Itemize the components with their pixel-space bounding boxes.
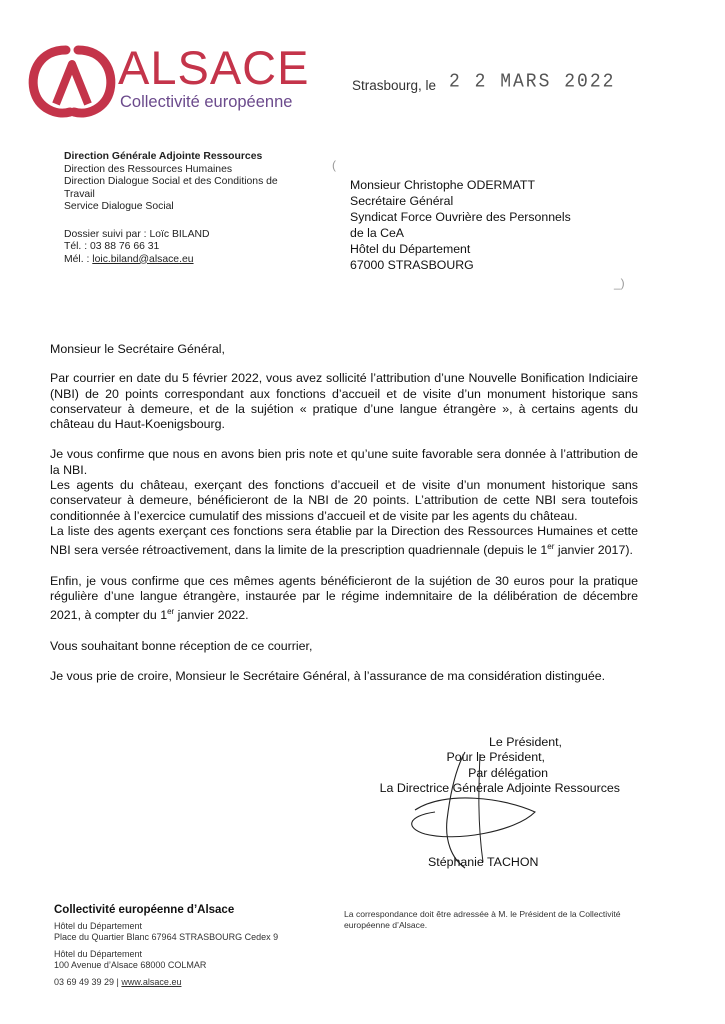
sender-email-row	[64, 254, 304, 267]
sender-email-label: Mél. :	[64, 253, 90, 265]
salutation: Monsieur le Secrétaire Général,	[50, 342, 225, 356]
footer-address-label: Hôtel du Département	[54, 921, 143, 931]
footer-title: Collectivité européenne d’Alsace	[54, 904, 235, 916]
sender-line: Direction Dialogue Social et des Conditions de Travail	[64, 176, 278, 200]
date-stamp: 2 2 MARS 2022	[449, 71, 616, 93]
recipient-block	[350, 177, 650, 273]
paragraph: Je vous confirme que nous en avons bien pris note et qu’une suite favorable sera donnée à l’attribution de la NBI.	[50, 447, 638, 477]
sender-phone: Tél. : 03 88 76 66 31	[64, 241, 160, 252]
closing: Je vous prie de croire, Monsieur le Secrétaire Général, à l’assurance de ma considération distinguée.	[50, 669, 606, 683]
sender-direction: Direction Générale Adjointe Ressources	[64, 151, 263, 162]
date-prefix: Strasbourg, le	[352, 78, 437, 93]
sender-line: Service Dialogue Social	[64, 201, 174, 212]
signature-line: Par délégation	[468, 765, 548, 780]
recipient-line: Syndicat Force Ouvrière des Personnels	[350, 210, 571, 224]
logo-wordmark: ALSACE	[118, 41, 310, 94]
footer-contact	[54, 977, 334, 988]
recipient-line: Hôtel du Département	[350, 242, 471, 256]
handwritten-signature	[395, 750, 545, 870]
signatory-name: Stéphanie TACHON	[428, 855, 539, 869]
recipient-line: Secrétaire Général	[350, 194, 454, 208]
paragraph: La liste des agents exerçant ces fonctions sera établie par la Direction des Ressources Humaines et cette NBI sera versée rétroactivement, dans la limite de la prescription quadriennale (depuis le 1er janvier 2017).	[50, 523, 638, 558]
footer-address-label: Hôtel du Département	[54, 949, 143, 959]
signature-line: Pour le Président,	[446, 750, 545, 765]
recipient-line: 67000 STRASBOURG	[350, 258, 474, 272]
recipient-line: de la CeA	[350, 226, 405, 240]
logo-tagline: Collectivité européenne	[120, 93, 293, 111]
paragraph: Enfin, je vous confirme que ces mêmes agents bénéficieront de la sujétion de 30 euros pour la pratique régulière d’une langue étrangère, instaurée par le régime indemnitaire de la délibération de décembre 2021, à compter du 1er janvier 2022.	[50, 573, 638, 623]
paragraph: Les agents du château, exerçant des fonctions d’accueil et de visite d’un monument historique sans conservateur à demeure, bénéficieront de la NBI de 20 points. L’attribution de cette NBI sera toutefois conditionnée à l’exercice cumulatif des missions d’accueil et de visite par les agents du château.	[50, 478, 638, 523]
footer-website-link[interactable]: www.alsace.eu	[121, 977, 182, 987]
footer-address-line: 100 Avenue d’Alsace 68000 COLMAR	[54, 960, 207, 970]
footer-phone: 03 69 49 39 29 |	[54, 977, 119, 987]
sender-email-link[interactable]: loic.biland@alsace.eu	[92, 253, 194, 265]
scan-mark: _)	[614, 276, 625, 290]
footer-address-line: Place du Quartier Blanc 67964 STRASBOURG Cedex 9	[54, 932, 279, 942]
paragraph: Par courrier en date du 5 février 2022, vous avez sollicité l’attribution d’une Nouvelle Bonification Indiciaire (NBI) de 20 points correspondant aux fonctions d’accueil et de visite d’un monument historique sans conservateur à demeure, et de la sujétion « pratique d’une langue étrangère », à certains agents du château du Haut-Koenigsbourg.	[50, 371, 638, 432]
signature-title: Le Président,	[488, 735, 562, 749]
paragraph: Vous souhaitant bonne réception de ce courrier,	[50, 638, 313, 653]
recipient-line: Monsieur Christophe ODERMATT	[350, 178, 535, 192]
sender-contact: Dossier suivi par : Loïc BILAND	[64, 228, 210, 240]
alsace-logo-icon	[26, 42, 118, 120]
scan-mark: (	[332, 158, 336, 172]
sender-block	[64, 151, 304, 266]
signature-line: La Directrice Générale Adjointe Ressources	[379, 780, 620, 795]
footer-notice: La correspondance doit être adressée à M. le Président de la Collectivité européenne d’Alsace.	[344, 909, 621, 930]
sender-line: Direction des Ressources Humaines	[64, 163, 233, 175]
footer-address	[54, 905, 334, 988]
letter-body	[50, 342, 638, 699]
